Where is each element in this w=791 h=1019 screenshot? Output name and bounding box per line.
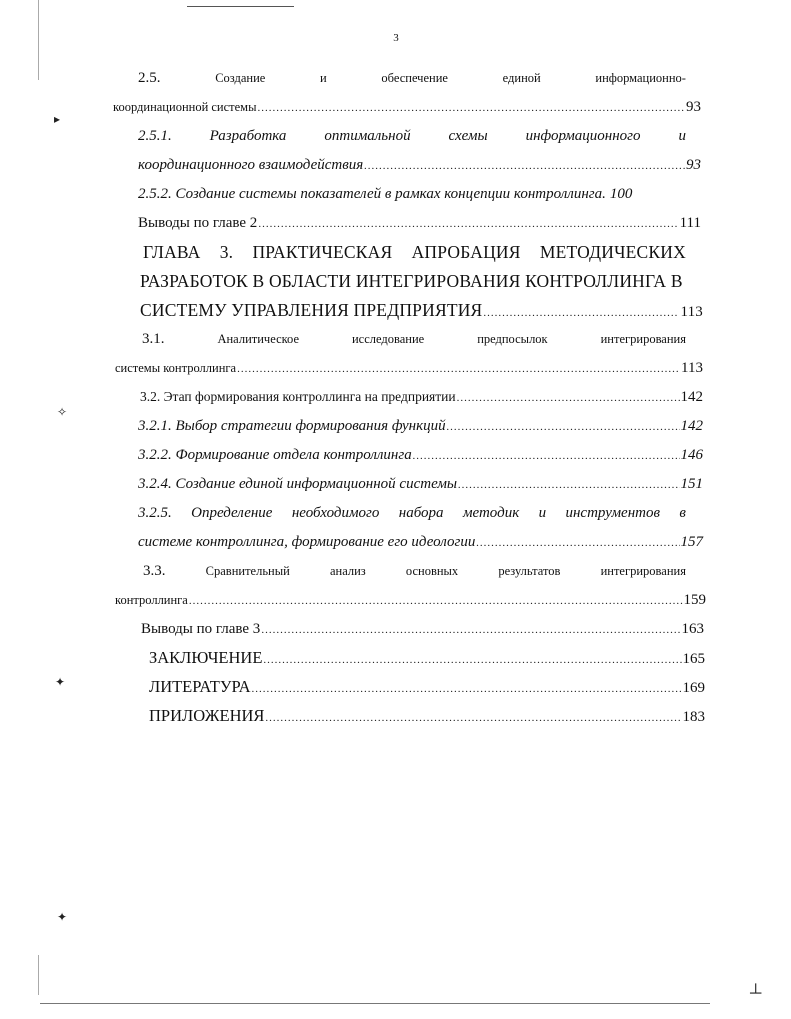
page-ref: 111 xyxy=(679,215,701,231)
page-ref: 159 xyxy=(683,592,706,608)
leader-dots xyxy=(189,588,683,614)
scan-artifact-mark: ┴ xyxy=(750,985,762,1002)
scan-artifact-mark: ▸ xyxy=(54,112,61,126)
leader-dots xyxy=(413,443,680,469)
toc-entry-3-3: 3.3. Сравнительный анализ основных результатов интегрирования xyxy=(143,563,686,579)
toc-entry-conclusions-3: Выводы по главе 3 ..... 163 xyxy=(141,616,704,642)
toc-entry-2-5-2: 2.5.2. Создание системы показателей в рамках концепции контроллинга. 100 xyxy=(138,181,703,207)
toc-entry-3-2-5-line2: системе контроллинга, формирование его идеологии ..... 157 xyxy=(138,529,703,555)
scan-artifact-mark: ✦ xyxy=(55,675,66,689)
leader-dots xyxy=(364,153,685,179)
toc-entry-2-5: 2.5. Создание и обеспечение единой информационно- xyxy=(138,65,686,91)
page-edge-mark xyxy=(38,0,39,80)
toc-chapter-3-line3: СИСТЕМУ УПРАВЛЕНИЯ ПРЕДПРИЯТИЯ ..... 113 xyxy=(140,297,703,323)
toc-entry-2-5-line2: координационной системы ..... 93 xyxy=(113,94,701,120)
page-edge-mark xyxy=(38,955,39,995)
leader-dots xyxy=(263,647,681,673)
toc-entry-2-5-1: 2.5.1. Разработка оптимальной схемы информационного и xyxy=(138,128,686,144)
leader-dots xyxy=(458,472,679,498)
toc-chapter-3: ГЛАВА 3. ПРАКТИЧЕСКАЯ АПРОБАЦИЯ МЕТОДИЧЕСКИХ xyxy=(143,242,686,262)
leader-dots xyxy=(258,95,686,121)
leader-dots xyxy=(483,300,679,326)
page-ref: 113 xyxy=(681,360,703,376)
page-ref: 113 xyxy=(680,304,703,320)
toc-entry-2-5-1-line2: координационного взаимодействия ..... 93 xyxy=(138,152,701,178)
top-rule xyxy=(187,6,294,7)
page-ref: 169 xyxy=(682,680,705,696)
scan-artifact-mark: ✦ xyxy=(57,910,68,924)
page-ref: 93 xyxy=(686,99,701,115)
page-ref: 151 xyxy=(680,476,703,492)
toc-entry-3-1: 3.1. Аналитическое исследование предпосылок интегрирования xyxy=(142,331,686,347)
page-number: 3 xyxy=(393,32,399,44)
page-ref: 183 xyxy=(682,709,705,725)
leader-dots xyxy=(265,705,681,731)
page-ref: 163 xyxy=(681,621,704,637)
page-ref: 157 xyxy=(680,534,703,550)
leader-dots xyxy=(252,676,682,702)
leader-dots xyxy=(447,414,680,440)
toc-entry-conclusions-2: Выводы по главе 2 ..... 111 xyxy=(138,210,701,236)
toc-entry-3-2-1: 3.2.1. Выбор стратегии формирования функций ..... 142 xyxy=(138,413,703,439)
leader-dots xyxy=(258,211,678,237)
page-ref: 93 xyxy=(686,157,701,173)
toc-entry-3-2-2: 3.2.2. Формирование отдела контроллинга ..... 146 xyxy=(138,442,703,468)
toc-chapter-3-line2: РАЗРАБОТОК В ОБЛАСТИ ИНТЕГРИРОВАНИЯ КОНТРОЛЛИНГА В xyxy=(140,271,683,291)
page-ref: 142 xyxy=(680,389,703,405)
toc-entry-3-1-line2: системы контроллинга ..... 113 xyxy=(115,355,703,381)
toc-entry-literature: ЛИТЕРАТУРА ..... 169 xyxy=(149,674,705,700)
page-ref: 100 xyxy=(609,186,633,202)
toc-entry-conclusion: ЗАКЛЮЧЕНИЕ ..... 165 xyxy=(149,645,705,671)
toc-entry-3-3-line2: контроллинга ..... 159 xyxy=(115,587,706,613)
leader-dots xyxy=(457,385,680,411)
leader-dots xyxy=(237,356,680,382)
page-ref: 142 xyxy=(680,418,703,434)
page-ref: 146 xyxy=(680,447,703,463)
toc-entry-3-2-4: 3.2.4. Создание единой информационной системы ..... 151 xyxy=(138,471,703,497)
toc-entry-3-2: 3.2. Этап формирования контроллинга на предприятии ..... 142 xyxy=(140,384,703,410)
scan-artifact-mark: ✧ xyxy=(57,405,68,419)
page-ref: 165 xyxy=(682,651,705,667)
toc-entry-3-2-5: 3.2.5. Определение необходимого набора методик и инструментов в xyxy=(138,505,686,521)
leader-dots xyxy=(261,617,680,643)
toc-entry-appendix: ПРИЛОЖЕНИЯ ..... 183 xyxy=(149,703,705,729)
entry-number: 2.5. xyxy=(138,70,161,86)
bottom-rule xyxy=(40,1003,710,1004)
leader-dots xyxy=(476,530,679,556)
